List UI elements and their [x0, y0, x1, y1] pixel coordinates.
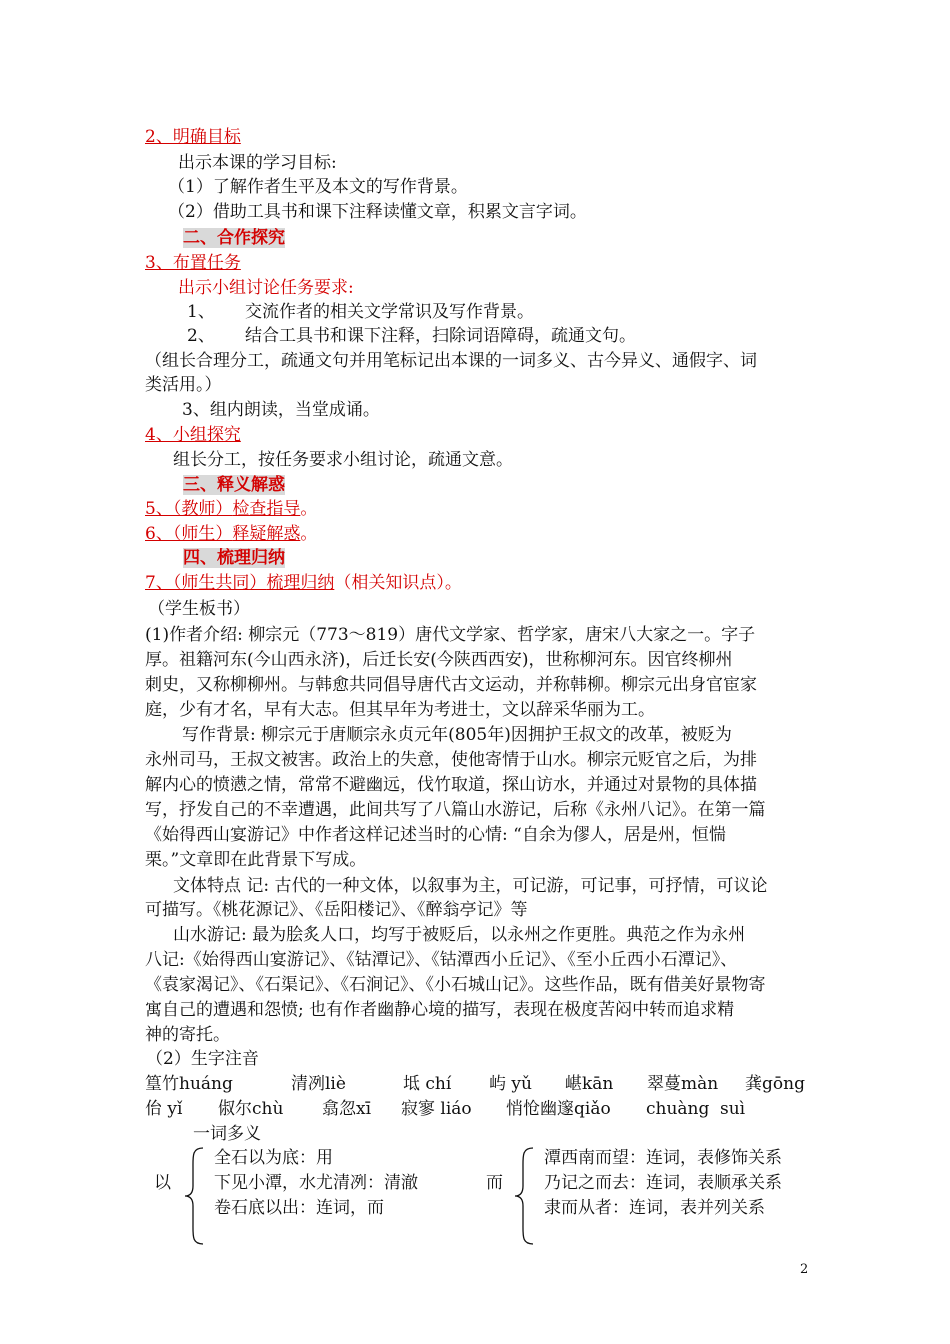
task-note-line-1: （组长合理分工，疏通文句并用笔标记出本课的一词多义、古今异义、通假字、词: [145, 351, 757, 371]
section-7: 7、（师生共同）梳理归纳（相关知识点）。: [145, 573, 462, 593]
background-line: 永州司马，王叔文被害。政治上的失意，使他寄情于山水。柳宗元贬官之后，为排: [145, 750, 757, 770]
section-3-intro: 出示小组讨论任务要求:: [178, 278, 354, 298]
landscape-line: 寓自己的遭遇和怨愤; 也有作者幽静心境的描写，表现在极度苦闷中转而追求精: [145, 1000, 735, 1020]
task-3: 3、组内朗读，当堂成诵。: [182, 400, 380, 420]
author-line: 庭，少有才名，早有大志。但其早年为考进士，文以辞采华丽为工。: [145, 700, 655, 720]
pinyin-item: 佁 yǐ: [145, 1099, 183, 1119]
task-1: 交流作者的相关文学常识及写作背景。: [245, 302, 534, 322]
section-3-label: 3、布置任务: [145, 253, 241, 273]
background-line: 解内心的愤懑之情，常常不避幽远，伐竹取道，探山访水，并通过对景物的具体描: [145, 775, 757, 795]
task-1-number: 1、: [187, 302, 215, 322]
pinyin-item: 悄怆幽邃qiǎo: [506, 1099, 611, 1119]
genre-line: 可描写。《桃花源记》、《岳阳楼记》、《醉翁亭记》等: [145, 900, 528, 920]
genre-line: 文体特点 记: 古代的一种文体，以叙事为主，可记游，可记事，可抒情，可议论: [173, 876, 768, 896]
polysemy-example: 乃记之而去：连词，表顺承关系: [544, 1173, 782, 1193]
polysemy-character: 而: [486, 1173, 503, 1193]
polysemy-example: 隶而从者：连词，表并列关系: [544, 1198, 765, 1218]
section-2-intro: 出示本课的学习目标:: [178, 153, 337, 173]
pinyin-item: 寂寥 liáo: [401, 1099, 472, 1119]
author-line: 刺史，又称柳柳州。与韩愈共同倡导唐代古文运动，并称韩柳。柳宗元出身官宦家: [145, 675, 757, 695]
author-line: 厚。祖籍河东(今山西永济)，后迁长安(今陕西西安)，世称柳河东。因官终柳州: [145, 650, 733, 670]
pinyin-title: （2）生字注音: [146, 1049, 259, 1069]
pinyin-item: 翕忽xī: [322, 1099, 372, 1119]
landscape-line: 八记:《始得西山宴游记》、《钴潭记》、《钴潭西小丘记》、《至小丘西小石潭记》、: [145, 950, 738, 970]
heading-explanation: 三、释义解惑: [183, 475, 285, 495]
background-line: 栗。”文章即在此背景下写成。: [145, 850, 367, 870]
left-brace-icon: [183, 1146, 205, 1246]
section-2-label: 2、明确目标: [145, 127, 241, 147]
polysemy-title: 一词多义: [193, 1124, 261, 1144]
task-2-number: 2、: [187, 326, 215, 346]
author-line: (1)作者介绍: 柳宗元（773～819）唐代文学家、哲学家，唐宋八大家之一。字子: [145, 625, 756, 645]
pinyin-item: 龚gōng: [745, 1074, 805, 1094]
section-4-label: 4、小组探究: [145, 425, 241, 445]
landscape-line: 山水游记: 最为脍炙人口，均写于被贬后，以永州之作更胜。典范之作为永州: [173, 925, 746, 945]
heading-cooperative-inquiry: 二、合作探究: [183, 228, 285, 248]
left-brace-icon: [513, 1146, 535, 1246]
polysemy-example: 全石以为底：用: [214, 1148, 333, 1168]
task-2: 结合工具书和课下注释，扫除词语障碍，疏通文句。: [245, 326, 636, 346]
section-4-text: 组长分工，按任务要求小组讨论，疏通文意。: [173, 450, 513, 470]
section-6-link: 释疑解惑: [232, 524, 301, 544]
student-board-note: （学生板书）: [148, 599, 250, 619]
section-5: 5、（教师）检查指导。: [145, 499, 318, 519]
pinyin-item: 屿 yǔ: [489, 1074, 532, 1094]
heading-summary: 四、梳理归纳: [183, 548, 285, 568]
pinyin-item: 俶尔chù: [218, 1099, 284, 1119]
pinyin-item: 篁竹huáng: [145, 1074, 233, 1094]
polysemy-example: 下见小潭，水尤清冽：清澈: [214, 1173, 418, 1193]
pinyin-item: 坻 chí: [403, 1074, 452, 1094]
section-5-link: 检查指导: [232, 499, 301, 519]
page-number: 2: [800, 1262, 809, 1277]
task-note-line-2: 类活用。）: [145, 375, 222, 395]
background-line: 写，抒发自己的不幸遭遇，此间共写了八篇山水游记，后称《永州八记》。在第一篇: [145, 800, 766, 820]
goal-1: （1）了解作者生平及本文的写作背景。: [168, 177, 468, 197]
landscape-line: 神的寄托。: [145, 1025, 230, 1045]
pinyin-item: 翠蔓màn: [647, 1074, 719, 1094]
section-6: 6、（师生）释疑解惑。: [145, 524, 318, 544]
pinyin-item: suì: [720, 1099, 746, 1119]
pinyin-item: 嵁kān: [565, 1074, 614, 1094]
section-7-link: 梳理归纳: [266, 573, 335, 593]
polysemy-example: 潭西南而望：连词，表修饰关系: [544, 1148, 782, 1168]
polysemy-character: 以: [154, 1173, 171, 1193]
background-line: 写作背景: 柳宗元于唐顺宗永贞元年(805年)因拥护王叔文的改革，被贬为: [182, 725, 732, 745]
background-line: 《始得西山宴游记》中作者这样记述当时的心情: “自余为僇人，居是州，恒惴: [145, 825, 726, 845]
landscape-line: 《袁家渴记》、《石渠记》、《石涧记》、《小石城山记》。这些作品，既有借美好景物寄: [145, 975, 766, 995]
pinyin-item: 清冽liè: [291, 1074, 346, 1094]
goal-2: （2）借助工具书和课下注释读懂文章，积累文言字词。: [168, 202, 587, 222]
pinyin-item: chuàng: [646, 1099, 710, 1119]
polysemy-example: 卷石底以出：连词，而: [214, 1198, 384, 1218]
